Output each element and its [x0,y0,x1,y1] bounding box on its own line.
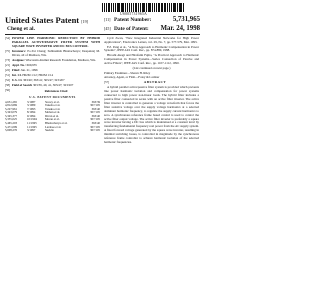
reference-num: 5,345,377 [5,113,17,118]
reference-cls: 307/105 [90,124,100,129]
barcode-bar [102,3,103,12]
barcode-bar [148,3,149,12]
reference-cls: 307/105 [90,117,100,122]
filed-date: Jun. 21, 1996 [20,67,38,72]
document-number: US005731965A [120,12,147,16]
reference-name: Divan et al. [45,114,59,118]
patent-number-row: [11] Patent Number: 5,731,965 [104,16,200,23]
reference-name: Takeda et al. [45,104,61,108]
reference-cls: 363/40 [91,113,100,118]
barcode-bar [129,3,130,12]
barcode-bar [104,3,105,12]
filed-field: [22] Filed: Jun. 21, 1996 [5,67,38,72]
barcode-bar [113,3,114,12]
header-divider [5,34,200,35]
patent-number-label: Patent Number: [114,17,152,23]
reference-date: 10/1994 [27,117,37,122]
reference-cls: 307/105 [90,103,100,108]
barcode-bar [161,3,162,12]
barcode-bar [125,3,126,12]
barcode-bar [169,3,170,12]
reference-num: 5,471,099 [5,124,17,129]
barcode-bar [106,3,107,12]
barcode-bar [152,3,153,12]
barcode-bar [173,3,174,12]
barcode-bar [174,3,175,12]
reference-num: 4,812,669 [5,103,17,108]
barcode-bar [135,3,137,12]
int-cl: H02M 1/12; H02M 1/14 [22,72,54,77]
us-cl-field: [52] U.S. Cl. 363/40; 363/41; 363/47; 323/207 [5,77,65,82]
other-publication: Cyril Zwan, "New Integrated Industrial Networks for High Power Applications", Electronics Letters, vol. 29, No. 7, pp. 577-579, Mar. 1993. [104,36,199,44]
us-patent-documents-heading: U.S. PATENT DOCUMENTS [29,94,76,99]
reference-cls: 363/40 [91,106,100,111]
barcode-bar [177,3,178,12]
patent-title: POWER LINE HARMONIC REDUCTION BY HYBRID PARALLEL ACTIVE/PASSIVE FILTER SYSTEM WITH SQUARE WAVE INVERTER AND DC BUS CONTROL [12,36,100,48]
reference-name: Moran et al. [45,118,60,122]
reference-date: 3/1987 [27,99,36,104]
barcode-bar [156,3,157,12]
reference-name: Tanaka et al. [45,107,61,111]
assignee-field: [73] Assignee: Wisconsin Alumni Research Foundation, Madison, Wis. [5,57,97,62]
barcode-bar [131,3,132,12]
barcode-bar [118,3,119,12]
barcode-bar [167,3,168,12]
abstract-text: A hybrid parallel active/passive filter system is provided which prevents line power harmonic isolation and compensation for power systems connected to high power non-linear loads. The hybrid filter includes a passive filter connected in series with an active filter inverter. The active filter inverter is controlled to generate a voltage waveform that forces the filter resistive voltage over the supply voltage harmonics at a selected dominant harmonic frequency, to regulate the supply current harmonics to zero. A synchronous reference frame based control is used to control the active filter output voltage. The active filter inverter is preferably a square wave inverter having a DC bus which is maintained at a constant level by transferring fundamental frequency real power from the AC supply system. A fixed forward voltage generated by the square wave inverter, resulting in minimal switching losses, is controlled in magnitude by the synchronous reference frame controller to achieve harmonic isolation of the selected harmonic frequencies. [104,85,199,144]
inventors-field: [75] Inventors: Po-Tai Cheng; Subhashish Bhattacharya; Deepakraj M. Divan, all of Madison, Wis. [5,48,100,57]
patent-header-right [104,16,200,33]
references-heading: [56] References Cited [5,87,68,94]
application-number: 669,935 [26,62,37,67]
reference-cls: 307/105 [90,110,100,115]
reference-list [5,101,100,133]
abstract-heading: ABSTRACT [143,80,167,85]
right-column [104,37,199,145]
reference-num: 5,355,025 [5,117,17,122]
int-cl-field: [51] Int. Cl. H02M 1/12; H02M 1/14 [5,72,54,77]
barcode-bar [149,3,151,12]
barcode-bar [142,3,143,12]
reference-cls: 363/39 [91,99,100,104]
left-column [5,37,100,133]
barcode-bar [121,3,122,12]
barcode-bar [143,3,144,12]
reference-cls: 307/105 [90,128,100,133]
barcode-bar [138,3,139,12]
us-cl: 363/40; 363/41; 363/47; 323/207 [23,77,65,82]
barcode-bar [164,3,166,12]
primary-examiner: Primary Examiner—Shawn H. Riley [104,71,151,76]
field-of-search: [58] Field of Search 363/39, 40, 41, 363/47; 323/207 [5,82,74,87]
reference-date: 3/1989 [27,103,36,108]
reference-date: 11/1995 [27,121,37,125]
reference-row [5,129,100,133]
barcode-bar [133,3,134,12]
list-continued: (List continued on next page.) [132,66,171,71]
reference-num: 5,465,203 [5,121,17,125]
barcode-bar [183,3,184,12]
barcode-bar [127,3,128,12]
reference-name: Larabee et al. [45,125,62,129]
barcode-bar [171,3,172,12]
reference-date: 11/1995 [27,124,37,129]
assignee: Wisconsin Alumni Research Foundation, Madison, Wis. [25,57,97,62]
barcode-bar [111,3,112,12]
reference-name: Bhattacharya et al. [45,122,68,125]
abstract-heading-row: [57] ABSTRACT [104,81,199,85]
barcode [102,3,198,12]
patent-number: 5,731,965 [172,16,200,23]
patent-date-label: Date of Patent: [114,25,149,32]
abstract [104,86,199,145]
reference-date: 7/1993 [27,106,36,111]
reference-cls: 363/40 [91,121,100,125]
barcode-bar [122,3,124,12]
reference-name: Suelzle [45,129,54,133]
reference-name: Stacey et al. [45,100,60,104]
country-title: United States Patent [19] [5,15,88,25]
barcode-bar [162,3,163,12]
reference-num: 5,343,079 [5,110,17,115]
title-field: [54] POWER LINE HARMONIC REDUCTION BY HYBRID PARALLEL ACTIVE/PASSIVE FILTER SYSTEM WITH SQUARE WAVE INVERTER AND DC BUS CONTROL [5,36,100,48]
patent-date-row: [45] Date of Patent: Mar. 24, 1998 [104,24,200,32]
reference-num: 5,227,961 [5,106,17,111]
other-publication: Hiroshi Akagi and Hirofumi Fujita, "A Practical Approach to Harmonic Compensation in Power Systems—Series Connection of Passive and Active Filters", IEEE-IAS Conf. Rec., pp. 1107-1112, 1990. [104,53,199,65]
reference-name: Mohan et al. [45,111,61,115]
inventors: Po-Tai Cheng; Subhashish Bhattacharya; Deepakraj M. Divan, all of Madison, Wis. [12,48,100,57]
inventor-short: Cheng et al. [7,26,35,32]
reference-date: 8/1994 [27,110,36,115]
other-publications [104,37,199,66]
barcode-bar [117,3,118,12]
barcode-bar [115,3,116,12]
barcode-bar [158,3,159,12]
country-code: [19] [81,19,88,24]
reference-date: 9/1994 [27,113,36,118]
attorney: Attorney, Agent, or Firm—Foley & Lardner [104,75,160,80]
reference-num: 5,608,276 [5,128,17,133]
reference-date: 3/1997 [27,128,36,133]
other-publication: F.Z. Peng et al., "A New Approach to Harmonic Compensation in Power Systems", IEEE-IAS Conf. Rec., pp. 874-880, 1988. [104,44,199,53]
barcode-bar [180,3,182,12]
barcode-bar [140,3,141,12]
barcode-bar [146,3,147,12]
barcode-bar [179,3,180,12]
application-number-field: [21] Appl. No.: 669,935 [5,62,37,67]
patent-header-left [5,16,88,33]
barcode-bar [154,3,155,12]
barcode-bar [108,3,110,12]
reference-num: 4,651,265 [5,99,17,104]
search-classes: 363/39, 40, 41, 363/47; 323/207 [32,82,74,87]
patent-date: Mar. 24, 1998 [160,24,200,32]
